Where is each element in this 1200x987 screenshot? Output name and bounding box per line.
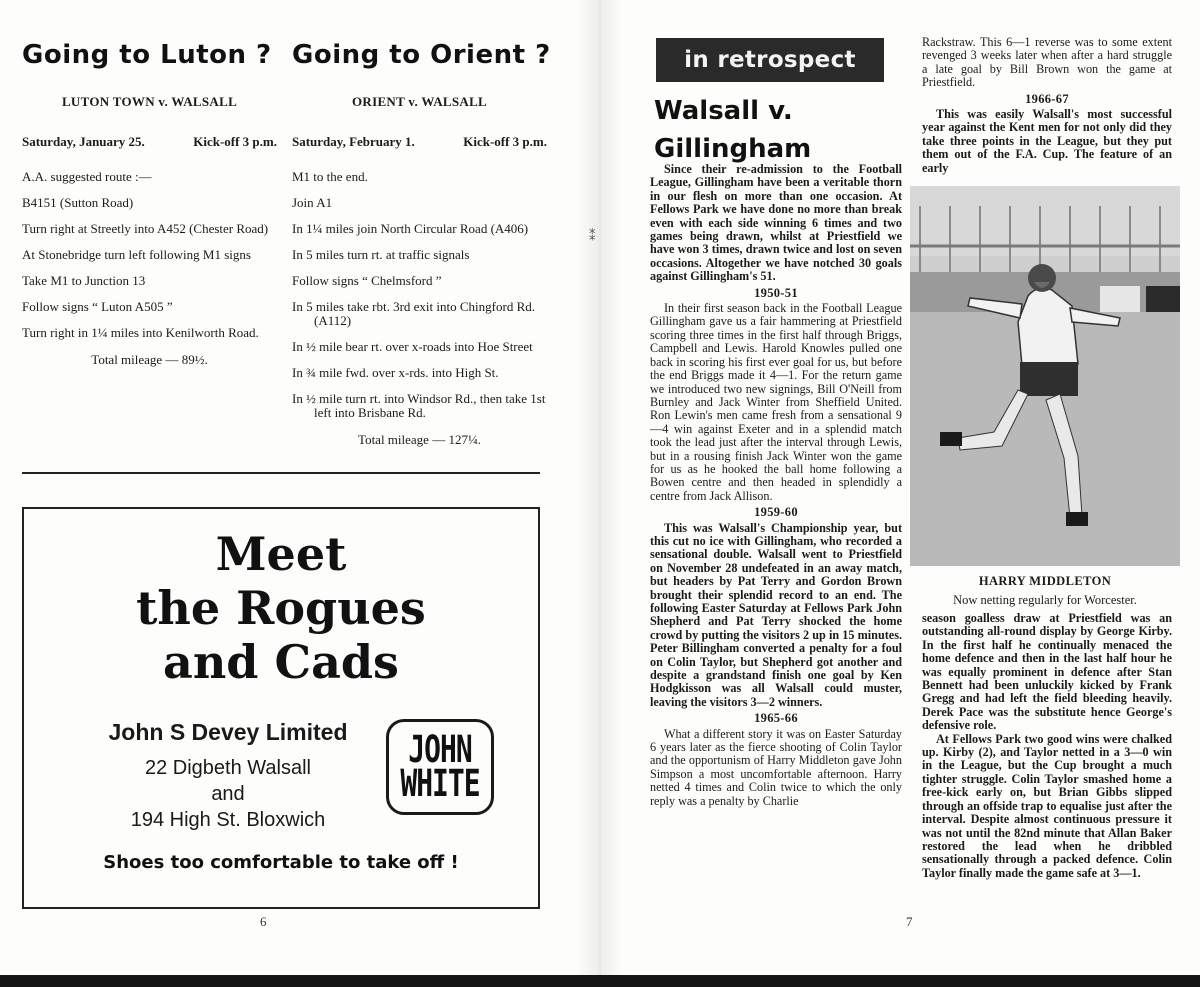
spine-gutter	[580, 0, 620, 975]
season-text: This was easily Walsall's most successful year against the Kent men for not only did they take three points in the League, but they put them out of the F.A. Cup. The feature of an early	[922, 107, 1172, 175]
binding-mark: ⁑	[589, 228, 596, 243]
page-number-left: 6	[260, 914, 267, 929]
advert-headline-line: and Cads	[163, 635, 399, 689]
route-step: In ½ mile turn rt. into Windsor Rd., then take 1st left into Brisbane Rd.	[292, 391, 546, 420]
advert-headline-line: the Rogues	[136, 581, 426, 635]
advert-address-line: 22 Digbeth Walsall	[144, 757, 311, 779]
season-heading: 1965-66	[754, 711, 798, 726]
season-text: This was Walsall's Championship year, but this cut no ice with Gillingham, who recorded a sensational double. Walsall went to Priestfield on November 28 undefeated in an away match, but headers by Pat Terry and Gordon Brown brought their splendid record to an end. The following Easter Saturday at Fellows Park John Shepherd and Pat Terry shocked the home crowd by putting the visitors 2 up in 15 minutes. Peter Billingham converted a penalty for a foul on Colin Taylor, but Shepherd got another and despite a grandstand finish one goal by Ken Hodgkisson was all Walsall could muster, leaving the visitors 3—2 winners.	[650, 520, 902, 709]
orient-kickoff: Kick-off 3 p.m.	[463, 134, 547, 149]
route-step: Join A1	[292, 195, 333, 210]
right-page	[620, 0, 1200, 975]
luton-kickoff: Kick-off 3 p.m.	[193, 134, 277, 149]
luton-directions	[22, 40, 277, 368]
article-title-line: Gillingham	[654, 134, 812, 164]
season-heading: 1950-51	[754, 285, 798, 300]
route-step: B4151 (Sutton Road)	[22, 195, 134, 210]
route-step: Follow signs “ Chelmsford ”	[292, 273, 442, 288]
advert-address-line: 194 High St. Bloxwich	[130, 809, 326, 831]
orient-title: Going to Orient ?	[292, 40, 551, 70]
section-divider	[22, 472, 540, 474]
luton-total-mileage: Total mileage — 89½.	[91, 352, 208, 367]
season-text-continued: season goalless draw at Priestfield was an outstanding all-round display by George Kirby. In the first half he continually menaced the home defence and then in the last half hour he was equally prominent in defence after Stan Bennett had been unluckily kicked by Frank Gregg and had left the field bleeding heavily. Derek Pace was the substitute hence George's defensive role.	[922, 611, 1172, 733]
shoe-shop-advert	[22, 507, 540, 909]
season-text: In their first season back in the Football League Gillingham gave us a fair hammering at Priestfield scoring three times in the first half through Briggs, Campbell and Lewis. Harold Knowles pulled one back in scoring his first ever goal for us, but before the end Briggs made it 4—1. For the return game we introduced two new signings, Bill O'Neill from Burnley and Jack Winter from Sheffield United. Ron Lewin's men came fresh from a sensational 9—4 win against Exeter and in a splendid match took the lead just after the interval through Lewis, but in a rousing finish Jack Winter won the game for us as he hooked the ball home following a Bowen centre and then headed in splendidly a centre from Jack Allison.	[650, 301, 902, 503]
season-heading: 1959-60	[754, 505, 798, 520]
left-page	[0, 0, 580, 975]
luton-date-row	[22, 134, 277, 150]
luton-title: Going to Luton ?	[22, 40, 272, 70]
orient-directions	[292, 40, 551, 448]
route-step: Follow signs “ Luton A505 ”	[22, 299, 173, 314]
photo-caption-name: HARRY MIDDLETON	[978, 574, 1112, 588]
logo-line: WHITE	[400, 761, 480, 806]
orient-date-row	[292, 134, 547, 150]
article-column-left	[650, 163, 902, 808]
route-step: Take M1 to Junction 13	[22, 273, 146, 288]
page-number-right: 7	[906, 914, 913, 929]
route-step: In 5 miles turn rt. at traffic signals	[292, 247, 470, 262]
season-text-continued: Rackstraw. This 6—1 reverse was to some extent revenged 3 weeks later when after a hard struggle a late goal by Bill Brown won the game at Priestfield.	[922, 35, 1172, 90]
photo-caption-text: Now netting regularly for Worcester.	[953, 593, 1137, 607]
scan-edge	[0, 975, 1200, 987]
orient-route-list	[292, 170, 547, 420]
john-white-logo	[386, 719, 494, 815]
advert-headline	[24, 527, 538, 689]
season-heading: 1966-67	[1025, 91, 1069, 106]
advert-headline-line: Meet	[215, 527, 347, 581]
player-photo-image	[910, 186, 1180, 566]
route-step: A.A. suggested route :—	[22, 169, 152, 184]
route-step: In ½ mile bear rt. over x-roads into Hoe Street	[292, 339, 533, 354]
route-step: In 1¼ miles join North Circular Road (A406)	[292, 221, 529, 236]
advert-address-line: and	[211, 783, 245, 805]
article-intro: Since their re-admission to the Football League, Gillingham have been a veritable thorn in our flesh on more than one occasion. At Fellows Park we have done no more than break even with each side winning 6 times and two games being drawn, whilst at Priestfield we have won 3 times, drawn twice and lost on seven occasions. Altogether we have notched 30 goals against Gillingham's 51.	[650, 162, 902, 284]
orient-fixture: ORIENT v. WALSALL	[351, 94, 488, 109]
route-step: In ¾ mile fwd. over x-rds. into High St.	[292, 365, 499, 380]
orient-date: Saturday, February 1.	[292, 134, 415, 149]
player-photo	[910, 186, 1180, 566]
article-title-line: Walsall v.	[654, 96, 793, 126]
season-text-continued: At Fellows Park two good wins were chalked up. Kirby (2), and Taylor netted in a 3—0 win in the League, but the Cup brought a much tighter struggle. Colin Taylor smashed home a free-kick early on, but Brian Gibbs slipped through an offside trap to equalise just after the interval. Despite almost continuous pressure it was not until the 82nd minute that Allan Baker restored the lead when he dribbled sensationally through a packed defence. Colin Taylor finally made the game safe at 3—1.	[922, 731, 1172, 880]
route-step: M1 to the end.	[292, 169, 368, 184]
orient-total-mileage: Total mileage — 127¼.	[358, 432, 481, 447]
route-step: In 5 miles take rbt. 3rd exit into Chingford Rd. (A112)	[292, 299, 535, 328]
route-step: At Stonebridge turn left following M1 signs	[22, 247, 251, 262]
advert-slogan: Shoes too comfortable to take off !	[103, 852, 459, 873]
season-text: What a different story it was on Easter Saturday 6 years later as the fierce shooting of Colin Taylor and the opportunism of Harry Middleton gave John Simpson a most uncomfortable afternoon. Harry netted 4 times and Colin twice to which the only reply was a penalty by Charlie	[650, 726, 902, 808]
luton-route-list	[22, 170, 277, 340]
advert-company-name: John S Devey Limited	[108, 719, 348, 745]
article-column-right-bottom	[922, 612, 1172, 880]
article-column-right-top	[922, 36, 1172, 175]
route-step: Turn right at Streetly into A452 (Chester Road)	[22, 221, 269, 236]
article-title	[654, 92, 914, 168]
route-step: Turn right in 1¼ miles into Kenilworth Road.	[22, 325, 259, 340]
logo-line: JOHN	[408, 727, 472, 772]
luton-fixture: LUTON TOWN v. WALSALL	[61, 94, 238, 109]
luton-date: Saturday, January 25.	[22, 134, 145, 149]
in-retrospect-banner: in retrospect	[656, 38, 884, 82]
